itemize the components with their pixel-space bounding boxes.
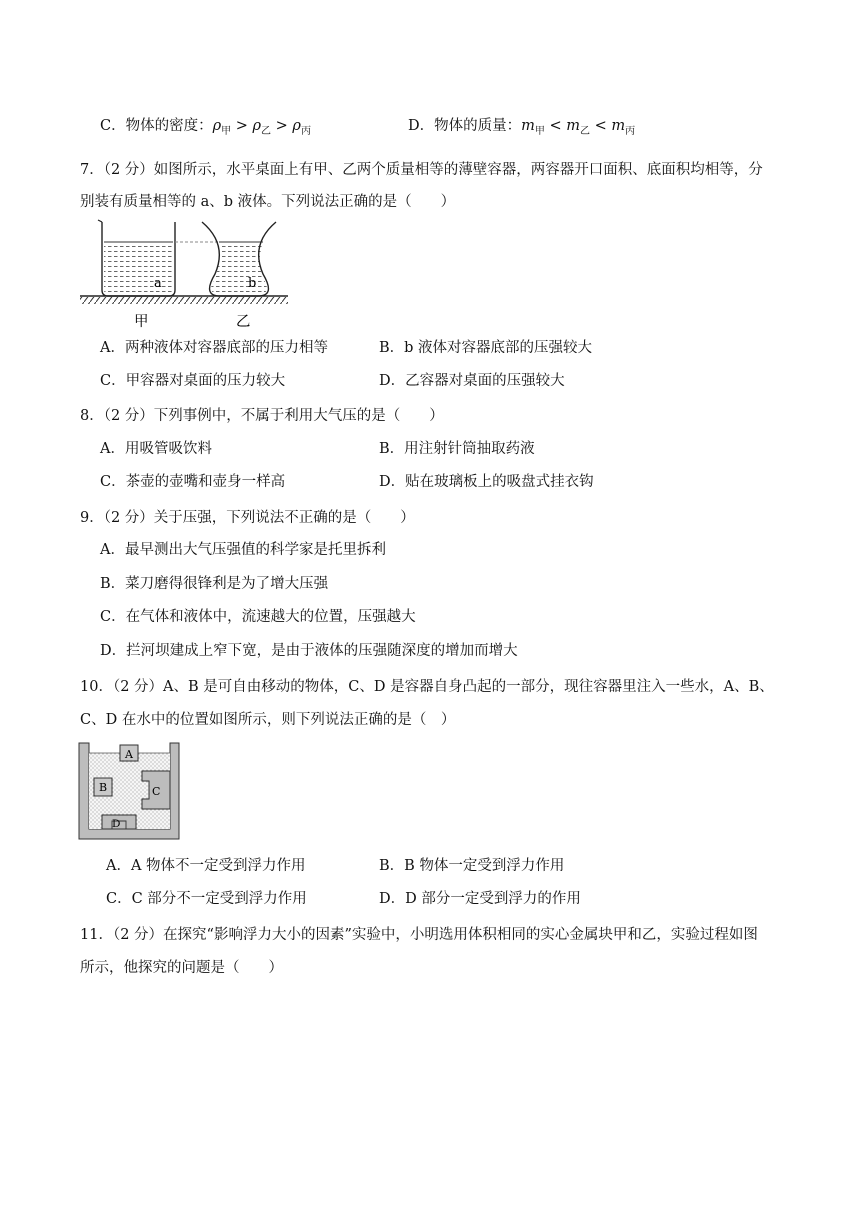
q6-option-c: C．物体的密度：$\rho_甲 > \rho_乙 > \rho_丙$	[100, 118, 311, 137]
q6-option-d: D．物体的质量：$m_甲 < m_乙 < m_丙$	[408, 118, 636, 137]
q7-figure	[78, 214, 298, 332]
q8-stem: 8．（2 分）下列事例中，不属于利用大气压的是（ ）	[80, 408, 444, 424]
q10-option-c: C．C 部分不一定受到浮力作用	[106, 891, 307, 907]
q7-liquid-a	[104, 242, 173, 294]
q9-option-b: B．菜刀磨得很锋利是为了增大压强	[100, 576, 329, 592]
q10-stem-line1: 10．（2 分）A、B 是可自由移动的物体，C、D 是容器自身凸起的一部分，现往容器里注入一些水，A、B、	[80, 679, 774, 695]
q10-label-d: D	[112, 818, 121, 830]
q8-option-b: B．用注射针筒抽取药液	[379, 441, 535, 457]
q7-option-b: B．b 液体对容器底部的压强较大	[379, 340, 593, 356]
q8-option-d: D．贴在玻璃板上的吸盘式挂衣钩	[379, 474, 594, 490]
q7-stem-line2: 别装有质量相等的 a、b 液体。下列说法正确的是（ ）	[80, 194, 456, 210]
q10-option-a: A．A 物体不一定受到浮力作用	[106, 858, 306, 874]
q10-label-b: B	[99, 781, 108, 794]
q10-label-a: A	[125, 748, 133, 761]
q9-option-a: A．最早测出大气压强值的科学家是托里拆利	[100, 542, 386, 558]
q9-stem: 9．（2 分）关于压强，下列说法不正确的是（ ）	[80, 510, 415, 526]
q7-option-a: A．两种液体对容器底部的压力相等	[100, 340, 328, 356]
q7-option-d: D．乙容器对桌面的压强较大	[379, 373, 565, 389]
q10-option-d: D．D 部分一定受到浮力的作用	[379, 891, 581, 907]
q8-option-a: A．用吸管吸饮料	[100, 441, 212, 457]
q9-option-d: D．拦河坝建成上窄下宽，是由于液体的压强随深度的增加而增大	[100, 643, 518, 659]
q8-option-c: C．茶壶的壶嘴和壶身一样高	[100, 474, 286, 490]
q10-stem-line2: C、D 在水中的位置如图所示，则下列说法正确的是（ ）	[80, 712, 456, 728]
q11-stem-line1: 11．（2 分）在探究“影响浮力大小的因素”实验中，小明选用体积相同的实心金属块甲和乙，实验过程如图	[80, 927, 758, 943]
q10-option-b: B．B 物体一定受到浮力作用	[379, 858, 565, 874]
q7-label-b: b	[248, 276, 257, 291]
q10-figure	[78, 741, 180, 841]
q7-stem-line1: 7．（2 分）如图所示，水平桌面上有甲、乙两个质量相等的薄壁容器，两容器开口面积、底面积均相等，分	[80, 162, 763, 178]
q9-option-c: C．在气体和液体中，流速越大的位置，压强越大	[100, 609, 416, 625]
q7-caption-yi: 乙	[236, 314, 251, 330]
q7-label-a: a	[154, 276, 162, 291]
q11-stem-line2: 所示，他探究的问题是（ ）	[80, 960, 283, 976]
q7-option-c: C．甲容器对桌面的压力较大	[100, 373, 286, 389]
q10-label-c: C	[152, 785, 161, 798]
q7-caption-jia: 甲	[134, 314, 149, 330]
